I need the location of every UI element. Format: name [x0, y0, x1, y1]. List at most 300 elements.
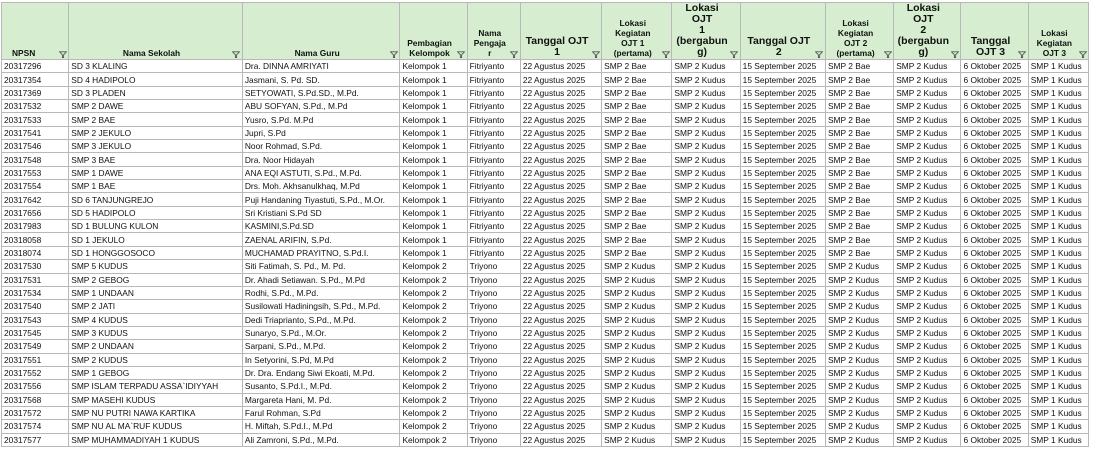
column-header-pengajar[interactable]: [467, 3, 520, 60]
cell-npsn[interactable]: 20317549: [2, 340, 69, 353]
cell-lok2[interactable]: SMP 2 Bae: [825, 126, 893, 139]
cell-tgl3[interactable]: 6 Oktober 2025: [961, 166, 1028, 179]
cell-tgl2[interactable]: 15 September 2025: [740, 286, 825, 299]
cell-npsn[interactable]: 20317983: [2, 220, 69, 233]
cell-lokb2[interactable]: SMP 2 Kudus: [894, 340, 961, 353]
cell-tgl3[interactable]: 6 Oktober 2025: [961, 193, 1028, 206]
cell-tgl2[interactable]: 15 September 2025: [740, 406, 825, 419]
cell-lokb1[interactable]: SMP 2 Kudus: [672, 393, 740, 406]
cell-npsn[interactable]: 20317556: [2, 380, 69, 393]
cell-pengajar[interactable]: Triyono: [467, 273, 520, 286]
cell-pengajar[interactable]: Fitriyanto: [467, 140, 520, 153]
cell-sekolah[interactable]: SMP 3 BAE: [69, 153, 243, 166]
cell-kelompok[interactable]: Kelompok 2: [400, 380, 467, 393]
filter-dropdown-icon[interactable]: [1018, 50, 1027, 58]
cell-tgl3[interactable]: 6 Oktober 2025: [961, 326, 1028, 339]
cell-tgl1[interactable]: 22 Agustus 2025: [520, 353, 601, 366]
cell-kelompok[interactable]: Kelompok 1: [400, 206, 467, 219]
cell-lok2[interactable]: SMP 2 Kudus: [825, 260, 893, 273]
cell-lok3[interactable]: SMP 1 Kudus: [1028, 300, 1088, 313]
cell-lokb2[interactable]: SMP 2 Kudus: [894, 300, 961, 313]
filter-dropdown-icon[interactable]: [389, 50, 398, 58]
cell-lok2[interactable]: SMP 2 Kudus: [825, 393, 893, 406]
cell-lokb1[interactable]: SMP 2 Kudus: [672, 313, 740, 326]
cell-lokb1[interactable]: SMP 2 Kudus: [672, 100, 740, 113]
cell-tgl2[interactable]: 15 September 2025: [740, 140, 825, 153]
cell-sekolah[interactable]: SMP 3 KUDUS: [69, 326, 243, 339]
cell-lok3[interactable]: SMP 1 Kudus: [1028, 406, 1088, 419]
cell-guru[interactable]: Sarpani, S.Pd., M.Pd.: [242, 340, 400, 353]
cell-guru[interactable]: ZAENAL ARIFIN, S.Pd.: [242, 233, 400, 246]
cell-tgl3[interactable]: 6 Oktober 2025: [961, 313, 1028, 326]
cell-npsn[interactable]: 20317546: [2, 140, 69, 153]
cell-tgl3[interactable]: 6 Oktober 2025: [961, 273, 1028, 286]
cell-lokb1[interactable]: SMP 2 Kudus: [672, 73, 740, 86]
cell-tgl3[interactable]: 6 Oktober 2025: [961, 126, 1028, 139]
cell-guru[interactable]: Susanto, S.Pd.I., M.Pd.: [242, 380, 400, 393]
cell-kelompok[interactable]: Kelompok 1: [400, 126, 467, 139]
cell-lok3[interactable]: SMP 1 Kudus: [1028, 273, 1088, 286]
cell-tgl2[interactable]: 15 September 2025: [740, 380, 825, 393]
cell-lokb2[interactable]: SMP 2 Kudus: [894, 273, 961, 286]
cell-pengajar[interactable]: Triyono: [467, 366, 520, 379]
cell-kelompok[interactable]: Kelompok 2: [400, 366, 467, 379]
cell-sekolah[interactable]: SD 3 PLADEN: [69, 86, 243, 99]
cell-lokb2[interactable]: SMP 2 Kudus: [894, 220, 961, 233]
cell-tgl2[interactable]: 15 September 2025: [740, 60, 825, 73]
cell-lokb1[interactable]: SMP 2 Kudus: [672, 113, 740, 126]
cell-guru[interactable]: Sri Kristiani S.Pd SD: [242, 206, 400, 219]
cell-tgl2[interactable]: 15 September 2025: [740, 433, 825, 446]
cell-guru[interactable]: Dra. Noor Hidayah: [242, 153, 400, 166]
cell-sekolah[interactable]: SMP 1 BAE: [69, 180, 243, 193]
cell-pengajar[interactable]: Fitriyanto: [467, 73, 520, 86]
cell-npsn[interactable]: 20317540: [2, 300, 69, 313]
cell-tgl3[interactable]: 6 Oktober 2025: [961, 420, 1028, 433]
cell-lok2[interactable]: SMP 2 Kudus: [825, 300, 893, 313]
cell-tgl2[interactable]: 15 September 2025: [740, 126, 825, 139]
cell-lok2[interactable]: SMP 2 Bae: [825, 140, 893, 153]
cell-tgl2[interactable]: 15 September 2025: [740, 113, 825, 126]
column-header-tgl2[interactable]: [740, 3, 825, 60]
cell-tgl2[interactable]: 15 September 2025: [740, 166, 825, 179]
cell-lok2[interactable]: SMP 2 Bae: [825, 206, 893, 219]
cell-lok2[interactable]: SMP 2 Bae: [825, 246, 893, 259]
cell-pengajar[interactable]: Triyono: [467, 260, 520, 273]
cell-kelompok[interactable]: Kelompok 2: [400, 393, 467, 406]
cell-tgl2[interactable]: 15 September 2025: [740, 393, 825, 406]
cell-guru[interactable]: Noor Rohmad, S.Pd.: [242, 140, 400, 153]
cell-lokb2[interactable]: SMP 2 Kudus: [894, 393, 961, 406]
cell-tgl2[interactable]: 15 September 2025: [740, 420, 825, 433]
cell-kelompok[interactable]: Kelompok 2: [400, 326, 467, 339]
cell-tgl1[interactable]: 22 Agustus 2025: [520, 366, 601, 379]
cell-lokb1[interactable]: SMP 2 Kudus: [672, 260, 740, 273]
cell-tgl2[interactable]: 15 September 2025: [740, 100, 825, 113]
cell-npsn[interactable]: 20317552: [2, 366, 69, 379]
cell-kelompok[interactable]: Kelompok 2: [400, 313, 467, 326]
cell-tgl1[interactable]: 22 Agustus 2025: [520, 100, 601, 113]
cell-sekolah[interactable]: SMP 2 GEBOG: [69, 273, 243, 286]
filter-dropdown-icon[interactable]: [457, 50, 466, 58]
cell-lok1[interactable]: SMP 2 Bae: [602, 126, 672, 139]
cell-pengajar[interactable]: Fitriyanto: [467, 193, 520, 206]
cell-lokb1[interactable]: SMP 2 Kudus: [672, 180, 740, 193]
cell-tgl1[interactable]: 22 Agustus 2025: [520, 233, 601, 246]
filter-dropdown-icon[interactable]: [950, 50, 959, 58]
cell-lokb1[interactable]: SMP 2 Kudus: [672, 60, 740, 73]
cell-npsn[interactable]: 20317568: [2, 393, 69, 406]
cell-lok3[interactable]: SMP 1 Kudus: [1028, 180, 1088, 193]
cell-lok1[interactable]: SMP 2 Kudus: [602, 366, 672, 379]
cell-npsn[interactable]: 20317354: [2, 73, 69, 86]
cell-lok2[interactable]: SMP 2 Kudus: [825, 313, 893, 326]
cell-lok1[interactable]: SMP 2 Bae: [602, 206, 672, 219]
cell-lok2[interactable]: SMP 2 Bae: [825, 193, 893, 206]
cell-lok3[interactable]: SMP 1 Kudus: [1028, 140, 1088, 153]
filter-dropdown-icon[interactable]: [661, 50, 670, 58]
column-header-sekolah[interactable]: [69, 3, 243, 60]
cell-lok3[interactable]: SMP 1 Kudus: [1028, 313, 1088, 326]
cell-lok1[interactable]: SMP 2 Bae: [602, 140, 672, 153]
cell-lok1[interactable]: SMP 2 Kudus: [602, 273, 672, 286]
filter-dropdown-icon[interactable]: [815, 50, 824, 58]
cell-lok2[interactable]: SMP 2 Bae: [825, 86, 893, 99]
cell-tgl3[interactable]: 6 Oktober 2025: [961, 60, 1028, 73]
cell-tgl1[interactable]: 22 Agustus 2025: [520, 140, 601, 153]
cell-tgl3[interactable]: 6 Oktober 2025: [961, 340, 1028, 353]
cell-tgl2[interactable]: 15 September 2025: [740, 300, 825, 313]
cell-lokb1[interactable]: SMP 2 Kudus: [672, 433, 740, 446]
cell-lok3[interactable]: SMP 1 Kudus: [1028, 233, 1088, 246]
cell-pengajar[interactable]: Fitriyanto: [467, 100, 520, 113]
cell-npsn[interactable]: 20318058: [2, 233, 69, 246]
cell-lok2[interactable]: SMP 2 Kudus: [825, 353, 893, 366]
column-header-kelompok[interactable]: [400, 3, 467, 60]
cell-lokb2[interactable]: SMP 2 Kudus: [894, 206, 961, 219]
cell-lok2[interactable]: SMP 2 Bae: [825, 60, 893, 73]
cell-lok1[interactable]: SMP 2 Kudus: [602, 353, 672, 366]
cell-lokb1[interactable]: SMP 2 Kudus: [672, 286, 740, 299]
cell-guru[interactable]: ANA EQI ASTUTI, S.Pd., M.Pd.: [242, 166, 400, 179]
cell-tgl1[interactable]: 22 Agustus 2025: [520, 286, 601, 299]
cell-sekolah[interactable]: SD 3 KLALING: [69, 60, 243, 73]
cell-lok2[interactable]: SMP 2 Kudus: [825, 273, 893, 286]
cell-tgl3[interactable]: 6 Oktober 2025: [961, 246, 1028, 259]
cell-guru[interactable]: In Setyorini, S.Pd, M.Pd: [242, 353, 400, 366]
cell-sekolah[interactable]: SMP 1 DAWE: [69, 166, 243, 179]
cell-tgl2[interactable]: 15 September 2025: [740, 220, 825, 233]
cell-npsn[interactable]: 20317543: [2, 313, 69, 326]
cell-tgl3[interactable]: 6 Oktober 2025: [961, 113, 1028, 126]
cell-lok3[interactable]: SMP 1 Kudus: [1028, 393, 1088, 406]
cell-lok2[interactable]: SMP 2 Kudus: [825, 286, 893, 299]
cell-sekolah[interactable]: SMP 2 JATI: [69, 300, 243, 313]
cell-lok1[interactable]: SMP 2 Bae: [602, 86, 672, 99]
cell-kelompok[interactable]: Kelompok 2: [400, 273, 467, 286]
cell-pengajar[interactable]: Fitriyanto: [467, 153, 520, 166]
cell-guru[interactable]: KASMINI,S.Pd.SD: [242, 220, 400, 233]
cell-lok3[interactable]: SMP 1 Kudus: [1028, 206, 1088, 219]
cell-lok3[interactable]: SMP 1 Kudus: [1028, 126, 1088, 139]
cell-lok1[interactable]: SMP 2 Kudus: [602, 380, 672, 393]
cell-tgl1[interactable]: 22 Agustus 2025: [520, 433, 601, 446]
cell-guru[interactable]: Sunaryo, S.Pd., M.Or.: [242, 326, 400, 339]
cell-tgl1[interactable]: 22 Agustus 2025: [520, 166, 601, 179]
cell-tgl2[interactable]: 15 September 2025: [740, 206, 825, 219]
cell-lokb1[interactable]: SMP 2 Kudus: [672, 193, 740, 206]
cell-lokb1[interactable]: SMP 2 Kudus: [672, 300, 740, 313]
cell-lokb1[interactable]: SMP 2 Kudus: [672, 86, 740, 99]
cell-tgl1[interactable]: 22 Agustus 2025: [520, 193, 601, 206]
cell-lok2[interactable]: SMP 2 Bae: [825, 73, 893, 86]
cell-lokb1[interactable]: SMP 2 Kudus: [672, 206, 740, 219]
cell-npsn[interactable]: 20317554: [2, 180, 69, 193]
cell-lok2[interactable]: SMP 2 Bae: [825, 233, 893, 246]
cell-lok1[interactable]: SMP 2 Bae: [602, 60, 672, 73]
column-header-tgl1[interactable]: [520, 3, 601, 60]
cell-lok2[interactable]: SMP 2 Kudus: [825, 366, 893, 379]
cell-tgl1[interactable]: 22 Agustus 2025: [520, 273, 601, 286]
cell-npsn[interactable]: 20317531: [2, 273, 69, 286]
cell-tgl3[interactable]: 6 Oktober 2025: [961, 206, 1028, 219]
cell-tgl3[interactable]: 6 Oktober 2025: [961, 393, 1028, 406]
cell-tgl1[interactable]: 22 Agustus 2025: [520, 220, 601, 233]
cell-guru[interactable]: MUCHAMAD PRAYITNO, S.Pd.I.: [242, 246, 400, 259]
cell-lokb1[interactable]: SMP 2 Kudus: [672, 420, 740, 433]
cell-lokb2[interactable]: SMP 2 Kudus: [894, 233, 961, 246]
cell-npsn[interactable]: 20317548: [2, 153, 69, 166]
cell-lok1[interactable]: SMP 2 Kudus: [602, 420, 672, 433]
cell-kelompok[interactable]: Kelompok 2: [400, 406, 467, 419]
cell-kelompok[interactable]: Kelompok 1: [400, 140, 467, 153]
cell-tgl2[interactable]: 15 September 2025: [740, 86, 825, 99]
cell-sekolah[interactable]: SMP 1 UNDAAN: [69, 286, 243, 299]
cell-kelompok[interactable]: Kelompok 1: [400, 153, 467, 166]
cell-lok3[interactable]: SMP 1 Kudus: [1028, 113, 1088, 126]
cell-sekolah[interactable]: SMP NU PUTRI NAWA KARTIKA: [69, 406, 243, 419]
cell-pengajar[interactable]: Fitriyanto: [467, 60, 520, 73]
cell-tgl3[interactable]: 6 Oktober 2025: [961, 353, 1028, 366]
cell-guru[interactable]: Ali Zamroni, S.Pd., M.Pd.: [242, 433, 400, 446]
column-header-tgl3[interactable]: [961, 3, 1028, 60]
cell-lokb1[interactable]: SMP 2 Kudus: [672, 273, 740, 286]
cell-sekolah[interactable]: SMP 2 UNDAAN: [69, 340, 243, 353]
cell-lok1[interactable]: SMP 2 Bae: [602, 246, 672, 259]
cell-tgl2[interactable]: 15 September 2025: [740, 193, 825, 206]
cell-tgl1[interactable]: 22 Agustus 2025: [520, 113, 601, 126]
cell-pengajar[interactable]: Triyono: [467, 433, 520, 446]
cell-kelompok[interactable]: Kelompok 2: [400, 420, 467, 433]
cell-tgl3[interactable]: 6 Oktober 2025: [961, 433, 1028, 446]
cell-tgl2[interactable]: 15 September 2025: [740, 233, 825, 246]
cell-guru[interactable]: Jasmani, S. Pd. SD.: [242, 73, 400, 86]
cell-tgl1[interactable]: 22 Agustus 2025: [520, 340, 601, 353]
cell-guru[interactable]: Dra. DINNA AMRIYATI: [242, 60, 400, 73]
cell-pengajar[interactable]: Triyono: [467, 406, 520, 419]
filter-dropdown-icon[interactable]: [591, 50, 600, 58]
cell-lokb2[interactable]: SMP 2 Kudus: [894, 126, 961, 139]
cell-tgl2[interactable]: 15 September 2025: [740, 326, 825, 339]
cell-kelompok[interactable]: Kelompok 1: [400, 166, 467, 179]
cell-tgl3[interactable]: 6 Oktober 2025: [961, 286, 1028, 299]
cell-tgl1[interactable]: 22 Agustus 2025: [520, 206, 601, 219]
cell-lokb2[interactable]: SMP 2 Kudus: [894, 113, 961, 126]
cell-tgl1[interactable]: 22 Agustus 2025: [520, 86, 601, 99]
cell-tgl3[interactable]: 6 Oktober 2025: [961, 366, 1028, 379]
cell-lokb2[interactable]: SMP 2 Kudus: [894, 286, 961, 299]
cell-lok3[interactable]: SMP 1 Kudus: [1028, 100, 1088, 113]
cell-tgl2[interactable]: 15 September 2025: [740, 180, 825, 193]
cell-lok1[interactable]: SMP 2 Kudus: [602, 326, 672, 339]
cell-tgl1[interactable]: 22 Agustus 2025: [520, 313, 601, 326]
cell-pengajar[interactable]: Fitriyanto: [467, 86, 520, 99]
cell-lok2[interactable]: SMP 2 Kudus: [825, 380, 893, 393]
cell-guru[interactable]: Puji Handaning Tiyastuti, S.Pd., M.Or.: [242, 193, 400, 206]
cell-lok1[interactable]: SMP 2 Bae: [602, 153, 672, 166]
cell-kelompok[interactable]: Kelompok 1: [400, 113, 467, 126]
cell-sekolah[interactable]: SD 1 BULUNG KULON: [69, 220, 243, 233]
cell-tgl1[interactable]: 22 Agustus 2025: [520, 246, 601, 259]
cell-lokb1[interactable]: SMP 2 Kudus: [672, 326, 740, 339]
filter-dropdown-icon[interactable]: [232, 50, 241, 58]
cell-lokb2[interactable]: SMP 2 Kudus: [894, 326, 961, 339]
cell-lok2[interactable]: SMP 2 Kudus: [825, 433, 893, 446]
cell-npsn[interactable]: 20317551: [2, 353, 69, 366]
cell-pengajar[interactable]: Fitriyanto: [467, 246, 520, 259]
cell-kelompok[interactable]: Kelompok 1: [400, 86, 467, 99]
cell-npsn[interactable]: 20317656: [2, 206, 69, 219]
cell-sekolah[interactable]: SD 5 HADIPOLO: [69, 206, 243, 219]
cell-pengajar[interactable]: Triyono: [467, 340, 520, 353]
cell-lokb2[interactable]: SMP 2 Kudus: [894, 193, 961, 206]
cell-pengajar[interactable]: Fitriyanto: [467, 126, 520, 139]
cell-npsn[interactable]: 20317369: [2, 86, 69, 99]
cell-lokb2[interactable]: SMP 2 Kudus: [894, 60, 961, 73]
cell-kelompok[interactable]: Kelompok 2: [400, 300, 467, 313]
column-header-lok2[interactable]: [825, 3, 893, 60]
cell-tgl3[interactable]: 6 Oktober 2025: [961, 140, 1028, 153]
cell-lok2[interactable]: SMP 2 Bae: [825, 180, 893, 193]
cell-npsn[interactable]: 20317553: [2, 166, 69, 179]
cell-sekolah[interactable]: SD 1 HONGGOSOCO: [69, 246, 243, 259]
cell-guru[interactable]: Dr. Dra. Endang Siwi Ekoati, M.Pd.: [242, 366, 400, 379]
cell-sekolah[interactable]: SMP 2 JEKULO: [69, 126, 243, 139]
cell-sekolah[interactable]: SD 4 HADIPOLO: [69, 73, 243, 86]
cell-lok1[interactable]: SMP 2 Kudus: [602, 406, 672, 419]
cell-sekolah[interactable]: SMP MUHAMMADIYAH 1 KUDUS: [69, 433, 243, 446]
column-header-npsn[interactable]: [2, 3, 69, 60]
cell-guru[interactable]: H. Miftah, S.Pd.I., M.Pd: [242, 420, 400, 433]
cell-tgl3[interactable]: 6 Oktober 2025: [961, 73, 1028, 86]
cell-lokb1[interactable]: SMP 2 Kudus: [672, 166, 740, 179]
cell-lok3[interactable]: SMP 1 Kudus: [1028, 380, 1088, 393]
cell-tgl3[interactable]: 6 Oktober 2025: [961, 300, 1028, 313]
filter-dropdown-icon[interactable]: [1078, 50, 1087, 58]
cell-lok3[interactable]: SMP 1 Kudus: [1028, 340, 1088, 353]
cell-tgl1[interactable]: 22 Agustus 2025: [520, 60, 601, 73]
cell-npsn[interactable]: 20317572: [2, 406, 69, 419]
cell-lok1[interactable]: SMP 2 Kudus: [602, 260, 672, 273]
cell-lok3[interactable]: SMP 1 Kudus: [1028, 220, 1088, 233]
cell-tgl2[interactable]: 15 September 2025: [740, 366, 825, 379]
cell-tgl1[interactable]: 22 Agustus 2025: [520, 380, 601, 393]
cell-tgl3[interactable]: 6 Oktober 2025: [961, 406, 1028, 419]
cell-lokb1[interactable]: SMP 2 Kudus: [672, 126, 740, 139]
cell-lokb2[interactable]: SMP 2 Kudus: [894, 420, 961, 433]
cell-npsn[interactable]: 20317534: [2, 286, 69, 299]
column-header-lokb2[interactable]: [894, 3, 961, 60]
cell-npsn[interactable]: 20317541: [2, 126, 69, 139]
cell-lok2[interactable]: SMP 2 Bae: [825, 153, 893, 166]
cell-guru[interactable]: Yusro, S.Pd. M.Pd: [242, 113, 400, 126]
cell-lok3[interactable]: SMP 1 Kudus: [1028, 73, 1088, 86]
cell-lokb1[interactable]: SMP 2 Kudus: [672, 220, 740, 233]
cell-lokb2[interactable]: SMP 2 Kudus: [894, 380, 961, 393]
cell-lok2[interactable]: SMP 2 Bae: [825, 100, 893, 113]
cell-tgl2[interactable]: 15 September 2025: [740, 340, 825, 353]
filter-dropdown-icon[interactable]: [510, 50, 519, 58]
cell-lok3[interactable]: SMP 1 Kudus: [1028, 286, 1088, 299]
cell-lok1[interactable]: SMP 2 Kudus: [602, 433, 672, 446]
cell-kelompok[interactable]: Kelompok 1: [400, 73, 467, 86]
cell-lokb1[interactable]: SMP 2 Kudus: [672, 246, 740, 259]
cell-lok1[interactable]: SMP 2 Bae: [602, 220, 672, 233]
cell-lok1[interactable]: SMP 2 Kudus: [602, 340, 672, 353]
cell-lokb2[interactable]: SMP 2 Kudus: [894, 86, 961, 99]
cell-npsn[interactable]: 20317296: [2, 60, 69, 73]
cell-kelompok[interactable]: Kelompok 2: [400, 340, 467, 353]
cell-tgl1[interactable]: 22 Agustus 2025: [520, 180, 601, 193]
cell-lokb2[interactable]: SMP 2 Kudus: [894, 73, 961, 86]
cell-pengajar[interactable]: Fitriyanto: [467, 113, 520, 126]
cell-sekolah[interactable]: SMP MASEHI KUDUS: [69, 393, 243, 406]
cell-npsn[interactable]: 20317545: [2, 326, 69, 339]
cell-lokb1[interactable]: SMP 2 Kudus: [672, 406, 740, 419]
cell-npsn[interactable]: 20317574: [2, 420, 69, 433]
cell-pengajar[interactable]: Fitriyanto: [467, 233, 520, 246]
cell-sekolah[interactable]: SMP 1 GEBOG: [69, 366, 243, 379]
cell-tgl1[interactable]: 22 Agustus 2025: [520, 153, 601, 166]
cell-lok1[interactable]: SMP 2 Kudus: [602, 313, 672, 326]
cell-guru[interactable]: SETYOWATI, S.Pd.SD., M.Pd.: [242, 86, 400, 99]
cell-tgl2[interactable]: 15 September 2025: [740, 313, 825, 326]
cell-lok3[interactable]: SMP 1 Kudus: [1028, 193, 1088, 206]
cell-lok2[interactable]: SMP 2 Kudus: [825, 326, 893, 339]
cell-guru[interactable]: Margareta Hani, M. Pd.: [242, 393, 400, 406]
cell-lok3[interactable]: SMP 1 Kudus: [1028, 260, 1088, 273]
cell-tgl2[interactable]: 15 September 2025: [740, 153, 825, 166]
cell-tgl3[interactable]: 6 Oktober 2025: [961, 233, 1028, 246]
cell-kelompok[interactable]: Kelompok 2: [400, 260, 467, 273]
cell-lokb2[interactable]: SMP 2 Kudus: [894, 353, 961, 366]
cell-pengajar[interactable]: Triyono: [467, 326, 520, 339]
cell-lok1[interactable]: SMP 2 Kudus: [602, 393, 672, 406]
cell-lok2[interactable]: SMP 2 Bae: [825, 166, 893, 179]
cell-lok3[interactable]: SMP 1 Kudus: [1028, 353, 1088, 366]
cell-sekolah[interactable]: SD 6 TANJUNGREJO: [69, 193, 243, 206]
cell-tgl1[interactable]: 22 Agustus 2025: [520, 73, 601, 86]
cell-tgl1[interactable]: 22 Agustus 2025: [520, 326, 601, 339]
filter-dropdown-icon[interactable]: [58, 50, 67, 58]
cell-tgl1[interactable]: 22 Agustus 2025: [520, 260, 601, 273]
cell-kelompok[interactable]: Kelompok 1: [400, 220, 467, 233]
cell-tgl3[interactable]: 6 Oktober 2025: [961, 86, 1028, 99]
cell-lok1[interactable]: SMP 2 Bae: [602, 166, 672, 179]
cell-tgl3[interactable]: 6 Oktober 2025: [961, 180, 1028, 193]
cell-lokb1[interactable]: SMP 2 Kudus: [672, 353, 740, 366]
cell-npsn[interactable]: 20317530: [2, 260, 69, 273]
